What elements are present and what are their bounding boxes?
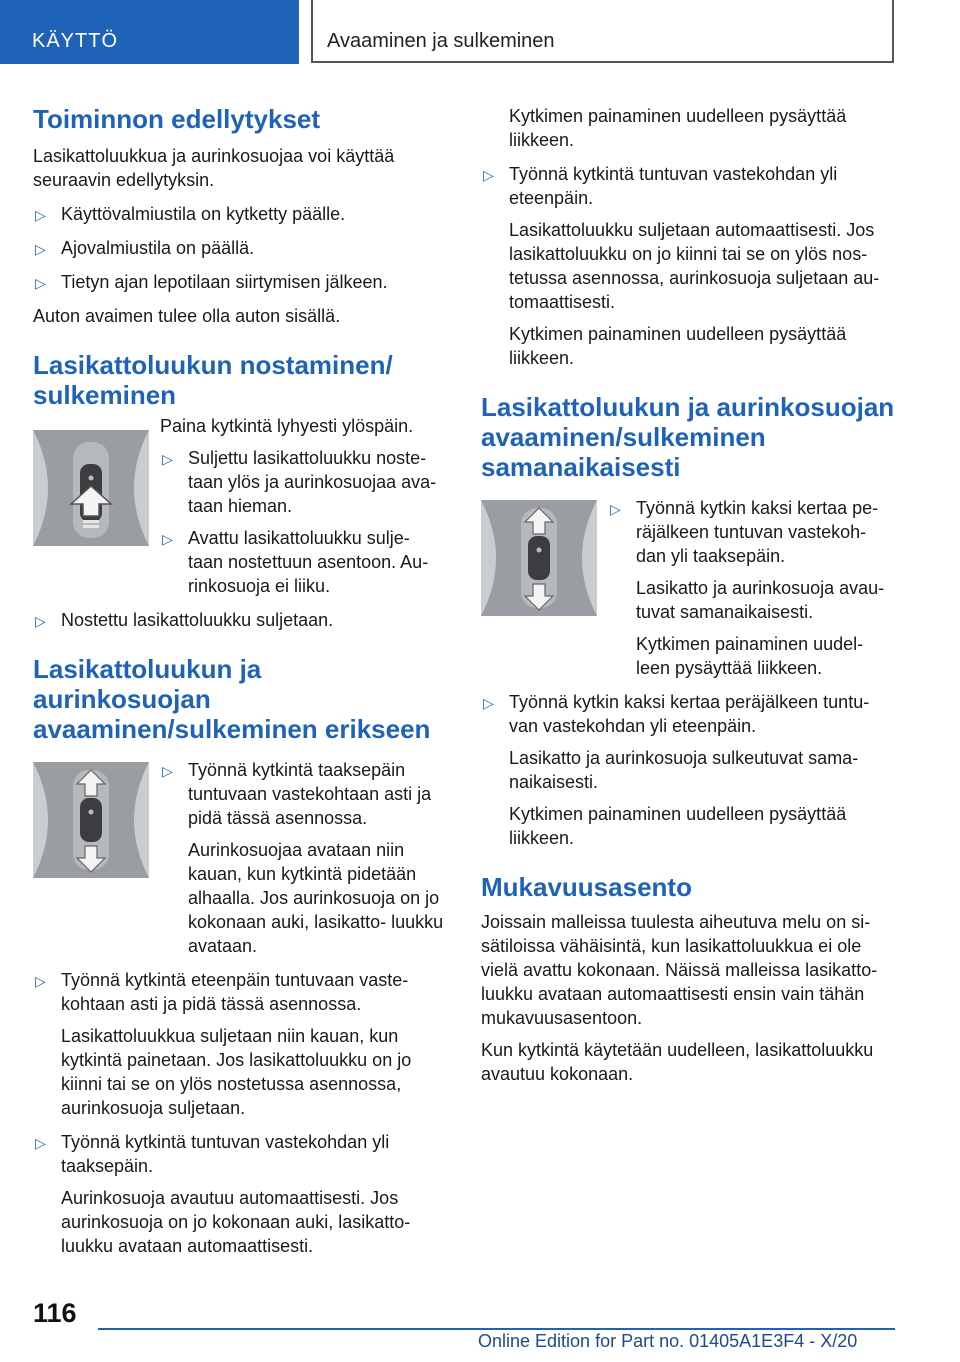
list-item — [33, 202, 445, 226]
list-item — [33, 270, 445, 294]
list-item — [33, 236, 445, 260]
raise-lead: Paina kytkintä lyhyesti ylöspäin. — [160, 416, 414, 436]
bullet-arrow-icon: ▷ — [35, 1135, 46, 1151]
list-item — [33, 1130, 445, 1178]
bullet-arrow-icon: ▷ — [162, 451, 173, 467]
page-number: 116 — [33, 1298, 77, 1328]
bullet-text: Työnnä kytkintä taaksepäin tuntuvaan vastekohtaan asti ja pidä tässä asennossa. — [188, 760, 432, 828]
bullet-arrow-icon: ▷ — [162, 531, 173, 547]
bullet-arrow-icon: ▷ — [35, 207, 46, 223]
chapter-title: Avaaminen ja sulkeminen — [327, 30, 555, 52]
bullet-text: Työnnä kytkin kaksi kertaa peräjälkeen tuntu- van vastekohdan yli eteenpäin. — [509, 692, 870, 736]
bullet-text: Nostettu lasikattoluukku suljetaan. — [61, 610, 334, 630]
bullet-note: Lasikattoluukku suljetaan automaattisesti. Jos lasikattoluukku on jo kiinni tai se on ylös nos- tetussa asennossa, aurinkosuoja suljetaan au- tomaattisesti. — [509, 220, 880, 312]
bullet-note: Aurinkosuoja avautuu automaattisesti. Jos aurinkosuoja on jo kokonaan auki, lasikatto- luukku avataan automaattisesti. — [61, 1188, 411, 1256]
list-item — [160, 758, 445, 830]
bullet-text: Tietyn ajan lepotilaan siirtymisen jälkeen. — [61, 272, 388, 292]
heading-raise-close: Lasikattoluukun nostaminen/ sulkeminen — [33, 350, 393, 410]
comfort-paragraph-1: Joissain malleissa tuulesta aiheutuva melu on si- sätiloissa vähäisintä, kun lasikattoluukkua ei ole vielä avattu kokonaan. Näissä malleissa lasikatto- luukku avataan automaattisesti ensin vain tähän mukavuusasentoon. — [481, 912, 878, 1028]
list-item — [160, 526, 445, 598]
heading-requirements: Toiminnon edellytykset — [33, 104, 321, 134]
chapter-header — [311, 0, 894, 63]
bullet-arrow-icon: ▷ — [483, 167, 494, 183]
bullet-arrow-icon: ▷ — [610, 501, 621, 517]
list-item — [481, 162, 895, 210]
bullet-arrow-icon: ▷ — [35, 613, 46, 629]
bullet-note: Kytkimen painaminen uudelleen pysäyttää liikkeen. — [509, 804, 847, 848]
bullet-arrow-icon: ▷ — [35, 973, 46, 989]
bullet-arrow-icon: ▷ — [35, 275, 46, 291]
bullet-note: Lasikatto ja aurinkosuoja sulkeutuvat sama- naikaisesti. — [509, 748, 859, 792]
bullet-note: Kytkimen painaminen uudelleen pysäyttää liikkeen. — [509, 324, 847, 368]
bullet-arrow-icon: ▷ — [35, 241, 46, 257]
left-column — [33, 100, 445, 1258]
bullet-text: Avattu lasikattoluukku sulje- taan nostettuun asentoon. Au- rinkosuoja ei liiku. — [188, 528, 429, 596]
bullet-note: Kytkimen painaminen uudelleen pysäyttää liikkeen. — [509, 106, 847, 150]
bullet-note: Kytkimen painaminen uudel- leen pysäyttää liikkeen. — [636, 634, 864, 678]
list-item — [608, 496, 895, 568]
heading-comfort-position: Mukavuusasento — [481, 872, 692, 902]
bullet-text: Työnnä kytkintä tuntuvan vastekohdan yli eteenpäin. — [509, 164, 838, 208]
switch-updown-illustration — [481, 500, 597, 616]
bullet-text: Työnnä kytkintä eteenpäin tuntuvaan vaste- kohtaan asti ja pidä tässä asennossa. — [61, 970, 409, 1014]
bullet-text: Työnnä kytkintä tuntuvan vastekohdan yli taaksepäin. — [61, 1132, 390, 1176]
bullet-note: Lasikattoluukkua suljetaan niin kauan, kun kytkintä painetaan. Jos lasikattoluukku on jo kiinni tai se on ylös nostetussa asennossa, aurinkosuoja suljetaan. — [61, 1026, 412, 1118]
list-item — [481, 690, 895, 738]
requirements-intro: Lasikattoluukkua ja aurinkosuojaa voi käyttää seuraavin edellytyksin. — [33, 146, 395, 190]
heading-separately: Lasikattoluukun ja aurinkosuojan avaaminen/sulkeminen erikseen — [33, 654, 431, 744]
bullet-text: Käyttövalmiustila on kytketty päälle. — [61, 204, 346, 224]
list-item — [160, 446, 445, 518]
bullet-text: Työnnä kytkin kaksi kertaa pe- räjälkeen tuntuvan vastekoh- dan yli taaksepäin. — [636, 498, 879, 566]
bullet-arrow-icon: ▷ — [483, 695, 494, 711]
section-label: KÄYTTÖ — [32, 30, 119, 52]
switch-up-illustration — [33, 430, 149, 546]
switch-updown-illustration — [33, 762, 149, 878]
bullet-arrow-icon: ▷ — [162, 763, 173, 779]
heading-simultaneously: Lasikattoluukun ja aurinkosuojan avaaminen/sulkeminen samanaikaisesti — [481, 392, 895, 482]
requirements-outro: Auton avaimen tulee olla auton sisällä. — [33, 306, 341, 326]
list-item — [33, 968, 445, 1016]
list-item — [33, 608, 445, 632]
bullet-note: Lasikatto ja aurinkosuoja avau- tuvat samanaikaisesti. — [636, 578, 885, 622]
edition-note: Online Edition for Part no. 01405A1E3F4 - X/20 — [478, 1331, 858, 1351]
bullet-note: Aurinkosuojaa avataan niin kauan, kun kytkintä pidetään alhaalla. Jos aurinkosuoja on jo kokonaan auki, lasikatto- luukku avataan. — [188, 840, 444, 956]
right-column — [481, 100, 895, 1086]
bullet-text: Ajovalmiustila on päällä. — [61, 238, 255, 258]
section-tab — [0, 0, 299, 64]
comfort-paragraph-2: Kun kytkintä käytetään uudelleen, lasikattoluukku avautuu kokonaan. — [481, 1040, 874, 1084]
footer-rule — [98, 1328, 895, 1330]
bullet-text: Suljettu lasikattoluukku noste- taan ylös ja aurinkosuojaa ava- taan hieman. — [188, 448, 437, 516]
